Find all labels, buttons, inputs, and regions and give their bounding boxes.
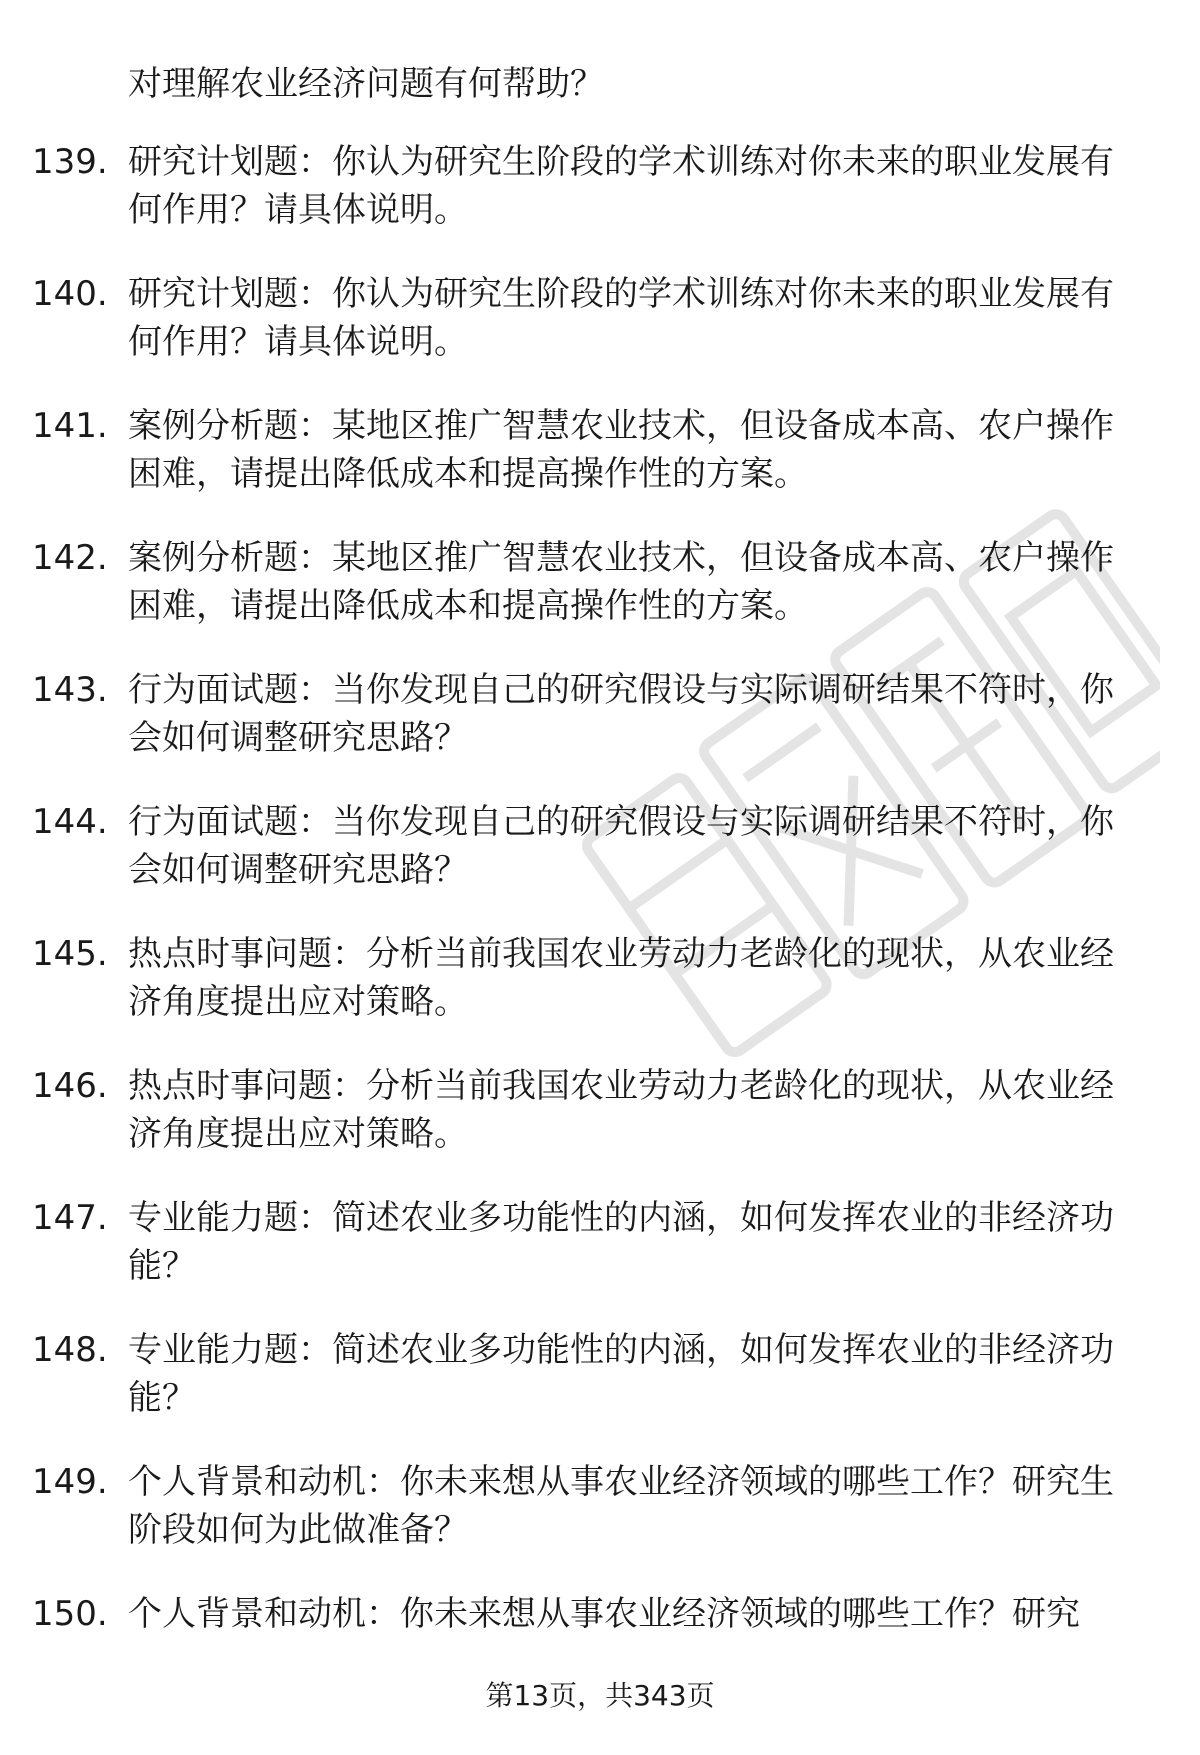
question-number: 145. <box>32 934 108 974</box>
question-number: 143. <box>32 670 108 710</box>
question-text: 热点时事问题：分析当前我国农业劳动力老龄化的现状，从农业经济角度提出应对策略。 <box>128 934 1114 1022</box>
question-number: 150. <box>32 1594 108 1634</box>
question-item <box>32 1458 1142 1590</box>
question-number: 141. <box>32 406 108 446</box>
question-item <box>32 1062 1142 1194</box>
question-text: 案例分析题：某地区推广智慧农业技术，但设备成本高、农户操作困难，请提出降低成本和提高操作性的方案。 <box>128 406 1114 494</box>
question-text: 研究计划题：你认为研究生阶段的学术训练对你未来的职业发展有何作用？请具体说明。 <box>128 274 1114 362</box>
question-number: 146. <box>32 1066 108 1106</box>
question-item <box>32 798 1142 930</box>
question-item <box>32 930 1142 1062</box>
question-number: 144. <box>32 802 108 842</box>
question-item <box>32 1326 1142 1458</box>
question-text: 研究计划题：你认为研究生阶段的学术训练对你未来的职业发展有何作用？请具体说明。 <box>128 142 1114 230</box>
question-number: 140. <box>32 274 108 314</box>
page-footer: 第13页，共343页 <box>485 1679 715 1712</box>
question-item <box>32 270 1142 402</box>
question-item <box>32 666 1142 798</box>
question-text: 专业能力题：简述农业多功能性的内涵，如何发挥农业的非经济功能？ <box>128 1198 1114 1286</box>
question-text: 案例分析题：某地区推广智慧农业技术，但设备成本高、农户操作困难，请提出降低成本和提高操作性的方案。 <box>128 538 1114 626</box>
question-text: 个人背景和动机：你未来想从事农业经济领域的哪些工作？研究生阶段如何为此做准备？ <box>128 1462 1114 1550</box>
question-list <box>32 138 1142 1722</box>
question-continuation: 对理解农业经济问题有何帮助？ <box>128 64 604 104</box>
question-item <box>32 138 1142 270</box>
question-number: 142. <box>32 538 108 578</box>
question-item <box>32 534 1142 666</box>
question-text: 个人背景和动机：你未来想从事农业经济领域的哪些工作？研究 <box>128 1594 1080 1634</box>
question-text: 行为面试题：当你发现自己的研究假设与实际调研结果不符时，你会如何调整研究思路？ <box>128 802 1114 890</box>
question-text: 行为面试题：当你发现自己的研究假设与实际调研结果不符时，你会如何调整研究思路？ <box>128 670 1114 758</box>
question-number: 149. <box>32 1462 108 1502</box>
question-text: 热点时事问题：分析当前我国农业劳动力老龄化的现状，从农业经济角度提出应对策略。 <box>128 1066 1114 1154</box>
question-item <box>32 1194 1142 1326</box>
question-number: 139. <box>32 142 108 182</box>
question-number: 147. <box>32 1198 108 1238</box>
question-item <box>32 402 1142 534</box>
question-text: 专业能力题：简述农业多功能性的内涵，如何发挥农业的非经济功能？ <box>128 1330 1114 1418</box>
question-number: 148. <box>32 1330 108 1370</box>
